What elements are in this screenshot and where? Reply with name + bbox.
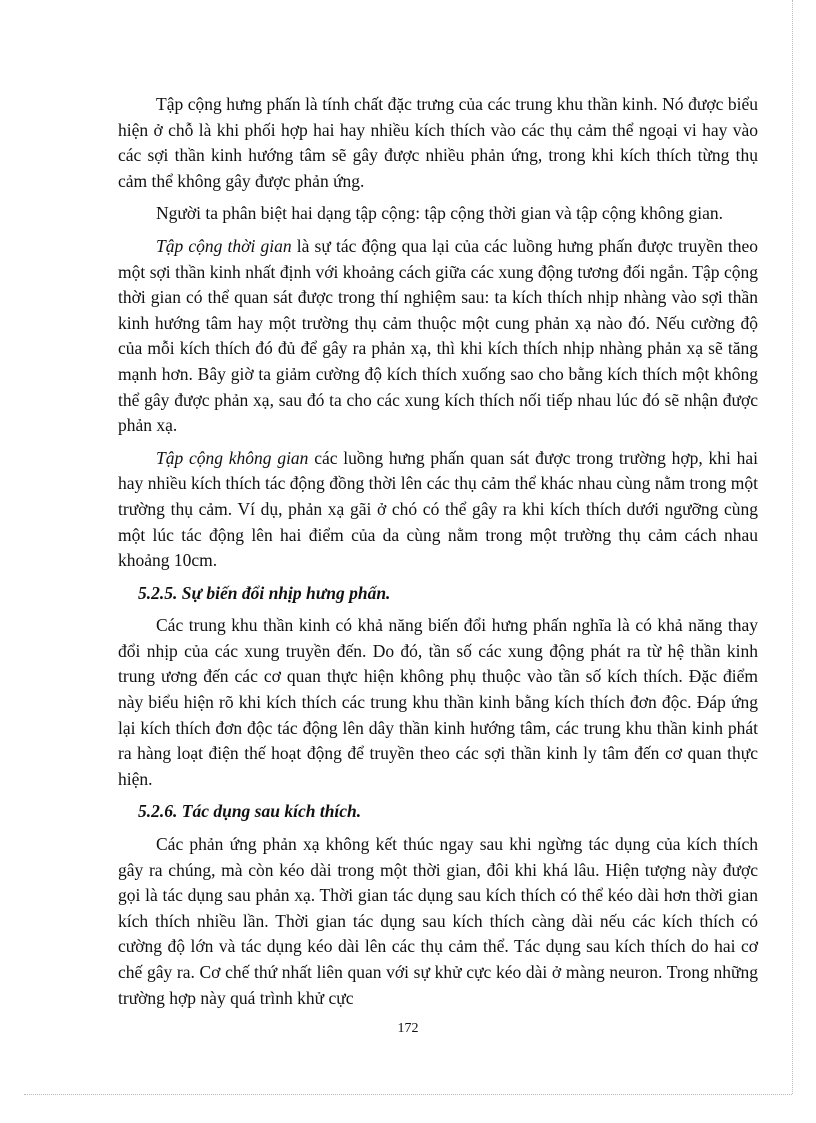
page-number: 172: [397, 1021, 419, 1036]
section-heading-rhythm-change: 5.2.5. Sự biến đổi nhịp hưng phấn.: [138, 582, 391, 603]
section-heading-after-effect: 5.2.6. Tác dụng sau kích thích.: [138, 801, 362, 822]
paragraph-text: Các trung khu thần kinh có khả năng biến đổi hưng phấn nghĩa là có khả năng thay đổi nhịp của các xung truyền đến. Do đó, tần số các xung động phát ra từ hệ thần kinh trung ương đến các cơ quan thực hiện không phụ thuộc vào tần số kích thích. Đặc điểm này biểu hiện rõ khi kích thích các trung khu thần kinh bằng kích thích đơn độc. Đáp ứng lại kích thích đơn độc tác động lên dây thần kinh hướng tâm, các trung khu thần kinh phát ra hàng loạt điện thế hoạt động để truyền theo các sợi thần kinh ly tâm đến cơ quan thực hiện.: [118, 615, 758, 789]
term-spatial-summation: Tập cộng không gian: [156, 447, 309, 468]
page-border-right: [792, 0, 793, 1094]
paragraph-rhythm-change: [118, 613, 758, 792]
paragraph-text: Người ta phân biệt hai dạng tập cộng: tập cộng thời gian và tập cộng không gian.: [156, 203, 723, 224]
paragraph-spatial-summation: [118, 446, 758, 574]
paragraph-text: là sự tác động qua lại của các luồng hưng phấn được truyền theo một sợi thần kinh nhất định với khoảng cách giữa các xung động tương đối ngắn. Tập cộng thời gian có thể quan sát được trong thí nghiệm sau: ta kích thích nhịp nhàng vào sợi thần kinh hướng tâm hay một trường thụ cảm thuộc một cung phản xạ nào đó. Nếu cường độ của mỗi kích thích đó đủ để gây ra phản xạ, thì khi kích thích nhịp nhàng phản xạ sẽ tăng mạnh hơn. Bây giờ ta giảm cường độ kích thích xuống sao cho bằng kích thích một không thể gây được phản xạ, sau đó ta cho các xung kích thích nối tiếp nhau lúc đó sẽ nhận được phản xạ.: [118, 235, 758, 436]
paragraph-text: Tập cộng hưng phấn là tính chất đặc trưng của các trung khu thần kinh. Nó được biểu hiện ở chỗ là khi phối hợp hai hay nhiều kích thích vào các thụ cảm thể ngoại vi hay vào các sợi thần kinh hướng tâm sẽ gây được nhiều phản ứng, trong khi kích thích từng thụ cảm thể không gây được phản ứng.: [118, 94, 758, 191]
paragraph-summation-types: [118, 201, 758, 227]
paragraph-summation-intro: [118, 92, 758, 194]
paragraph-text: các luồng hưng phấn quan sát được trong trường hợp, khi hai hay nhiều kích thích tác động đồng thời lên các thụ cảm thể khác nhau cùng nằm trong một trường thụ cảm. Ví dụ, phản xạ gãi ở chó có thể gây ra khi kích thích dưới ngưỡng cùng một lúc tác động lên hai điểm của da cùng nằm trong một trường thụ cảm cách nhau khoảng 10cm.: [118, 447, 758, 571]
document-page: [118, 92, 758, 1018]
page-border-bottom: [24, 1094, 792, 1095]
term-temporal-summation: Tập cộng thời gian: [156, 235, 292, 256]
paragraph-after-effect: [118, 832, 758, 1011]
paragraph-text: Các phản ứng phản xạ không kết thúc ngay sau khi ngừng tác dụng của kích thích gây ra chúng, mà còn kéo dài trong một thời gian, đôi khi khá lâu. Hiện tượng này được gọi là tác dụng sau phản xạ. Thời gian tác dụng sau kích thích có thể kéo dài hơn thời gian kích thích nhiều lần. Thời gian tác dụng sau kích thích càng dài nếu các kích thích có cường độ lớn và tác dụng kéo dài lên các thụ cảm thể. Tác dụng sau kích thích do hai cơ chế gây ra. Cơ chế thứ nhất liên quan với sự khử cực kéo dài ở màng neuron. Trong những trường hợp này quá trình khử cực: [118, 834, 758, 1008]
paragraph-temporal-summation: [118, 234, 758, 439]
